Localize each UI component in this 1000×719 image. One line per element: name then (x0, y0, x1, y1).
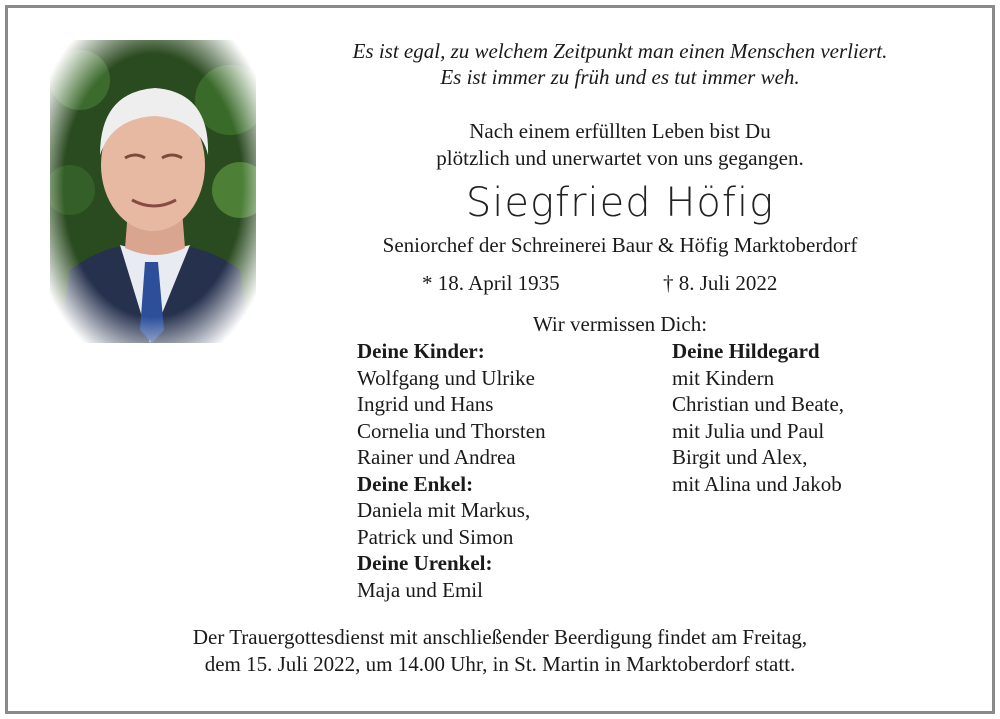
left-family-column (357, 338, 546, 603)
quote-line-1: Es ist egal, zu welchem Zeitpunkt man einen Menschen verliert. (352, 39, 888, 63)
funeral-line-2: dem 15. Juli 2022, um 14.00 Uhr, in St. Martin in Marktoberdorf statt. (204, 652, 796, 676)
family-group-heading: Deine Urenkel: (357, 551, 493, 575)
deceased-name: Siegfried Höfig (465, 180, 775, 226)
funeral-info (30, 624, 970, 678)
family-member: Maja und Emil (357, 577, 483, 602)
death-date: † 8. Juli 2022 (663, 271, 778, 295)
family-group-heading: Deine Hildegard (672, 339, 820, 363)
family-member: Cornelia und Thorsten (357, 418, 546, 443)
miss-line: Wir vermissen Dich: (532, 312, 708, 336)
family-member: Rainer und Andrea (357, 445, 516, 469)
family-member: Birgit und Alex, (672, 445, 808, 469)
family-member: mit Alina und Jakob (672, 471, 842, 496)
family-member: Ingrid und Hans (357, 392, 494, 416)
family-member: mit Julia und Paul (672, 418, 825, 443)
family-member: Daniela mit Markus, (357, 498, 531, 522)
family-group-heading: Deine Kinder: (357, 339, 485, 363)
right-family-column (672, 338, 844, 497)
family-member: Christian und Beate, (672, 392, 845, 416)
funeral-line-1: Der Trauergottesdienst mit anschließender Beerdigung findet am Freitag, (192, 625, 808, 649)
intro-line-1: Nach einem erfüllten Leben bist Du (469, 119, 771, 143)
family-member: Wolfgang und Ulrike (357, 365, 535, 390)
deceased-title: Seniorchef der Schreinerei Baur & Höfig Marktoberdorf (382, 233, 858, 257)
family-member: mit Kindern (672, 365, 775, 390)
birth-date: * 18. April 1935 (422, 271, 560, 295)
intro-line-2: plötzlich und unerwartet von uns gegangen. (436, 146, 804, 170)
family-member: Patrick und Simon (357, 524, 514, 549)
quote-line-2: Es ist immer zu früh und es tut immer weh. (440, 65, 800, 89)
family-group-heading: Deine Enkel: (357, 471, 474, 496)
portrait-photo (50, 40, 256, 343)
